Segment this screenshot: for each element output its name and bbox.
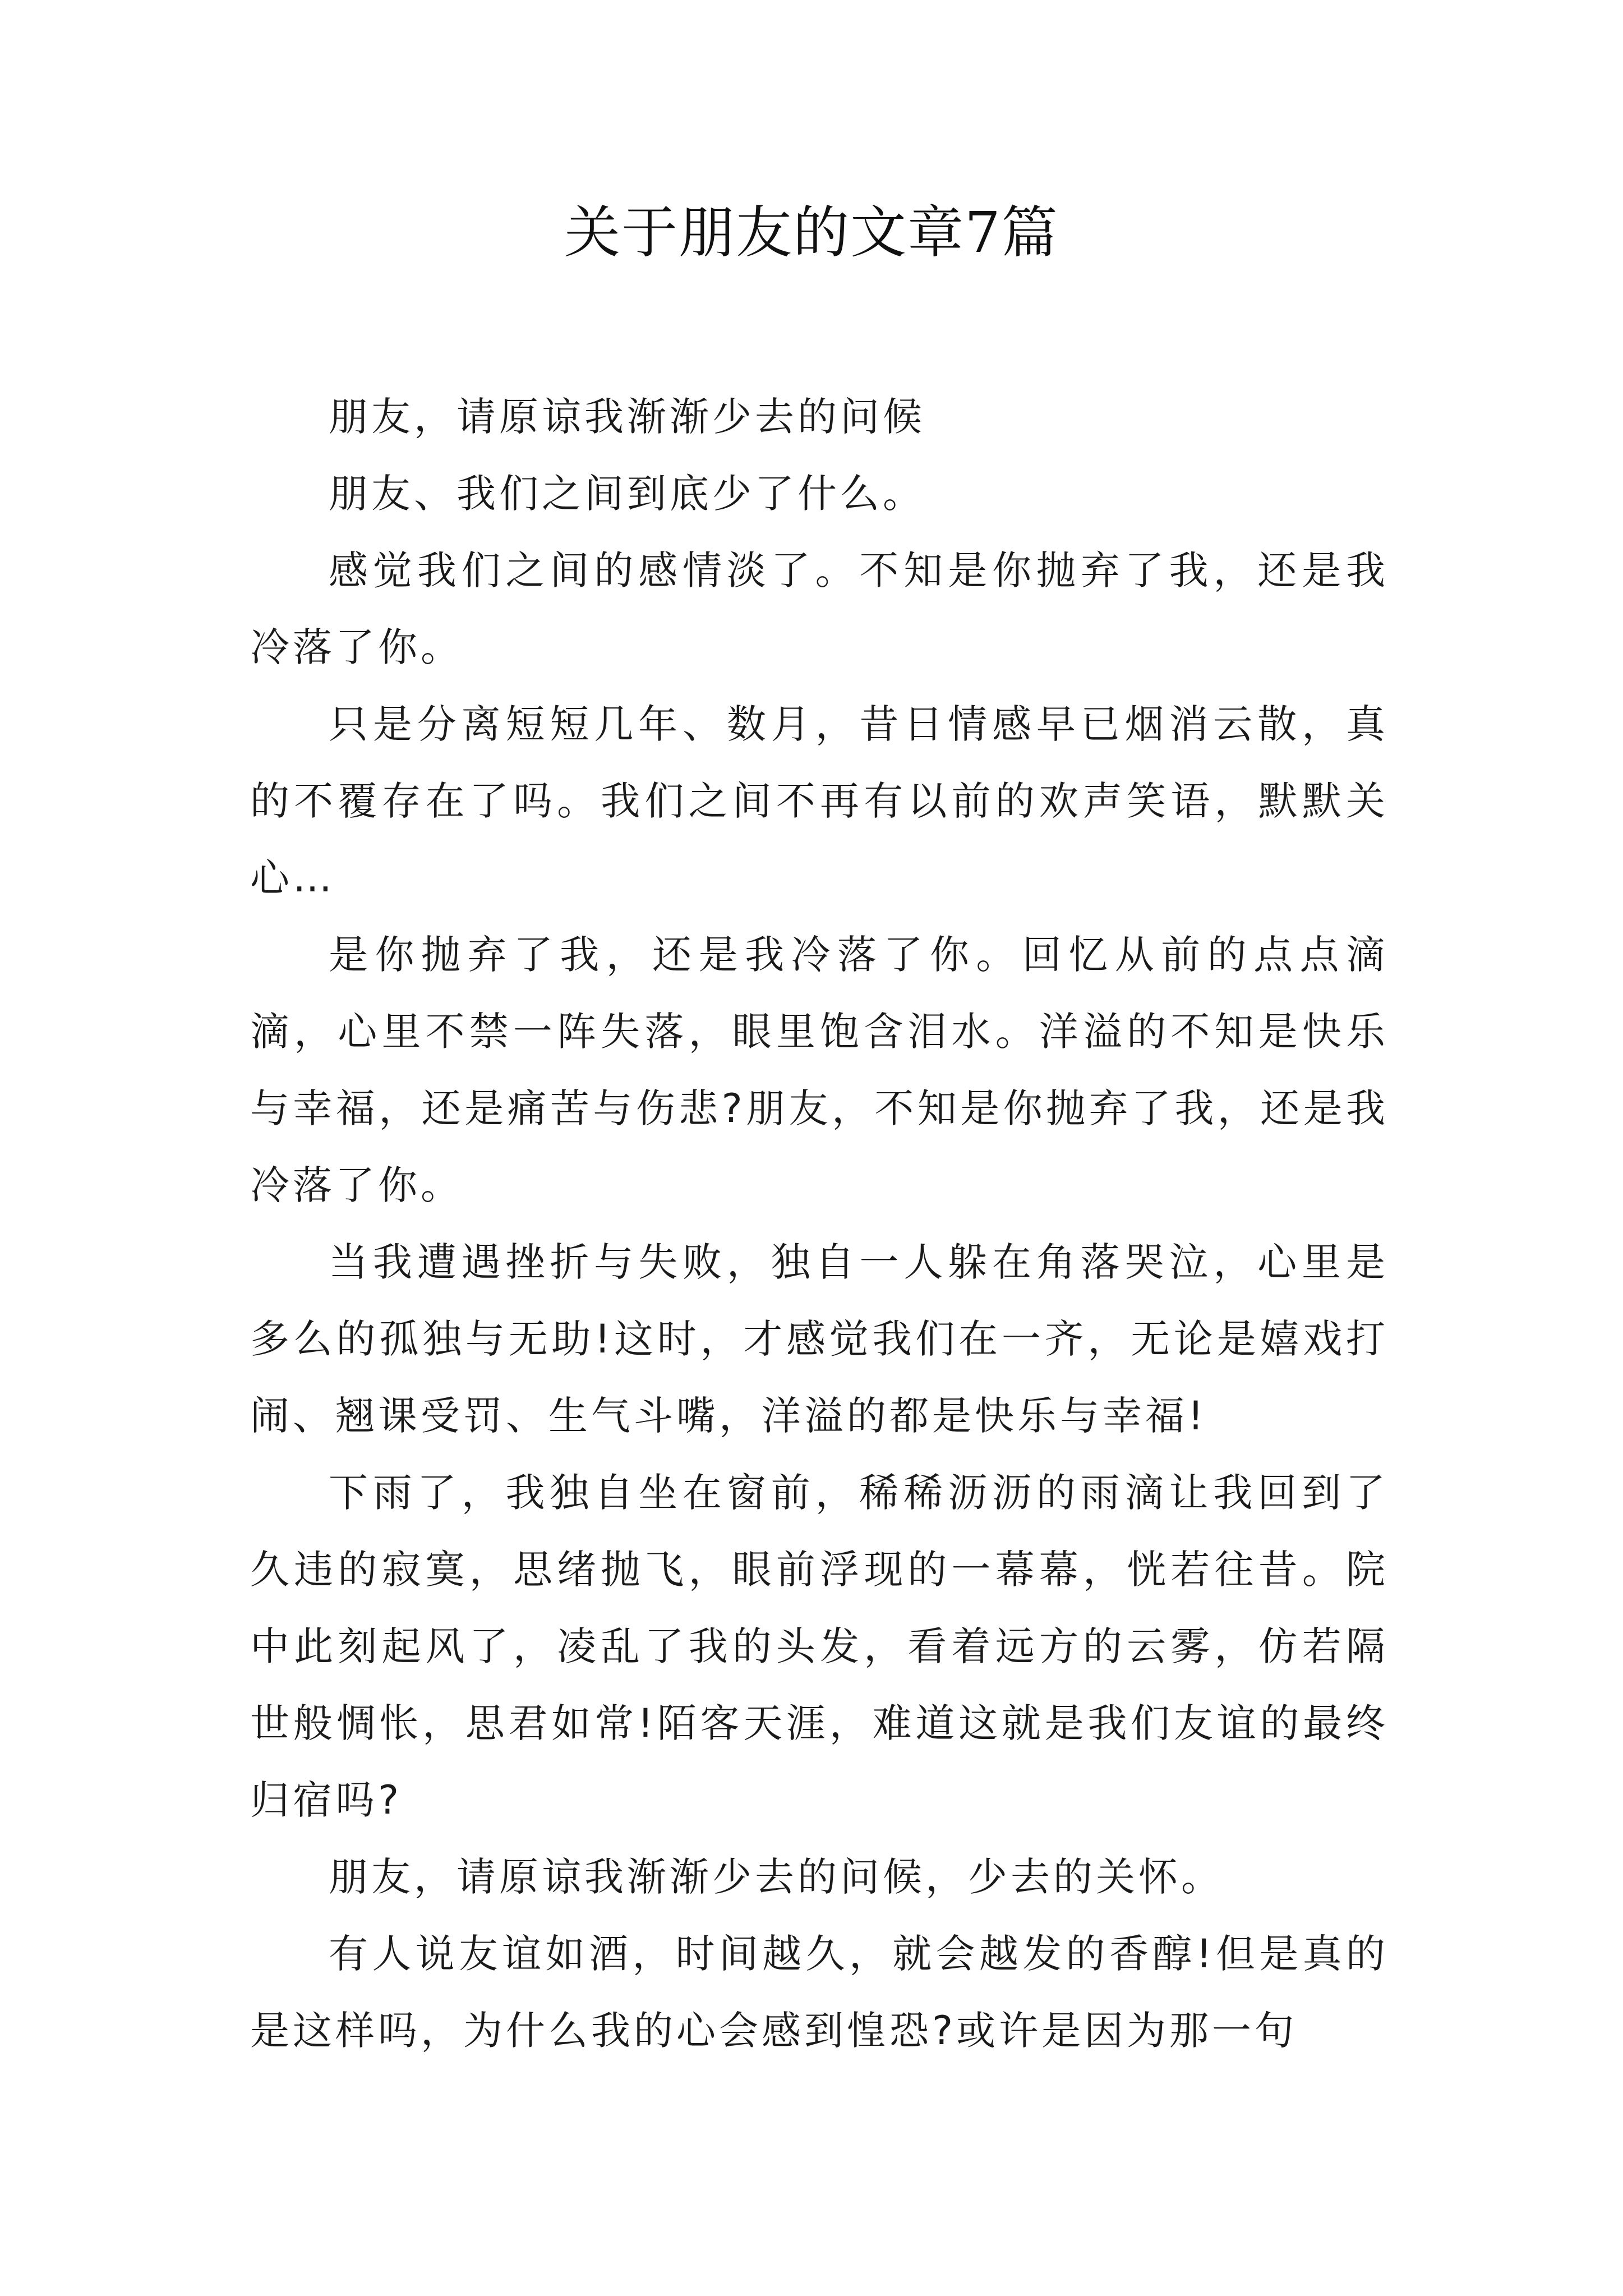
document-title: 关于朋友的文章7篇 — [564, 200, 1059, 265]
paragraph: 只是分离短短几年、数月，昔日情感早已烟消云散，真的不覆存在了吗。我们之间不再有以前的欢声笑语，默默关心… — [250, 701, 1389, 901]
paragraph: 是你抛弃了我，还是我冷落了你。回忆从前的点点滴滴，心里不禁一阵失落，眼里饱含泪水。洋溢的不知是快乐与幸福，还是痛苦与伤悲?朋友，不知是你抛弃了我，还是我冷落了你。 — [250, 932, 1389, 1208]
paragraph: 有人说友谊如酒，时间越久，就会越发的香醇!但是真的是这样吗，为什么我的心会感到惶恐?或许是因为那一句 — [250, 1931, 1389, 2054]
paragraph: 当我遭遇挫折与失败，独自一人躲在角落哭泣，心里是多么的孤独与无助!这时，才感觉我们在一齐，无论是嬉戏打闹、翘课受罚、生气斗嘴，洋溢的都是快乐与幸福! — [250, 1239, 1389, 1439]
paragraph: 朋友，请原谅我渐渐少去的问候 — [329, 394, 925, 440]
paragraph: 朋友，请原谅我渐渐少去的问候，少去的关怀。 — [329, 1854, 1224, 1900]
paragraph: 朋友、我们之间到底少了什么。 — [329, 471, 925, 517]
paragraph: 感觉我们之间的感情淡了。不知是你抛弃了我，还是我冷落了你。 — [250, 547, 1389, 670]
paragraph: 下雨了，我独自坐在窗前，稀稀沥沥的雨滴让我回到了久违的寂寞，思绪抛飞，眼前浮现的一幕幕，恍若往昔。院中此刻起风了，凌乱了我的头发，看着远方的云雾，仿若隔世般惆怅，思君如常!陌客天涯，难道这就是我们友谊的最终归宿吗? — [250, 1470, 1389, 1823]
document-body — [250, 379, 1389, 2069]
